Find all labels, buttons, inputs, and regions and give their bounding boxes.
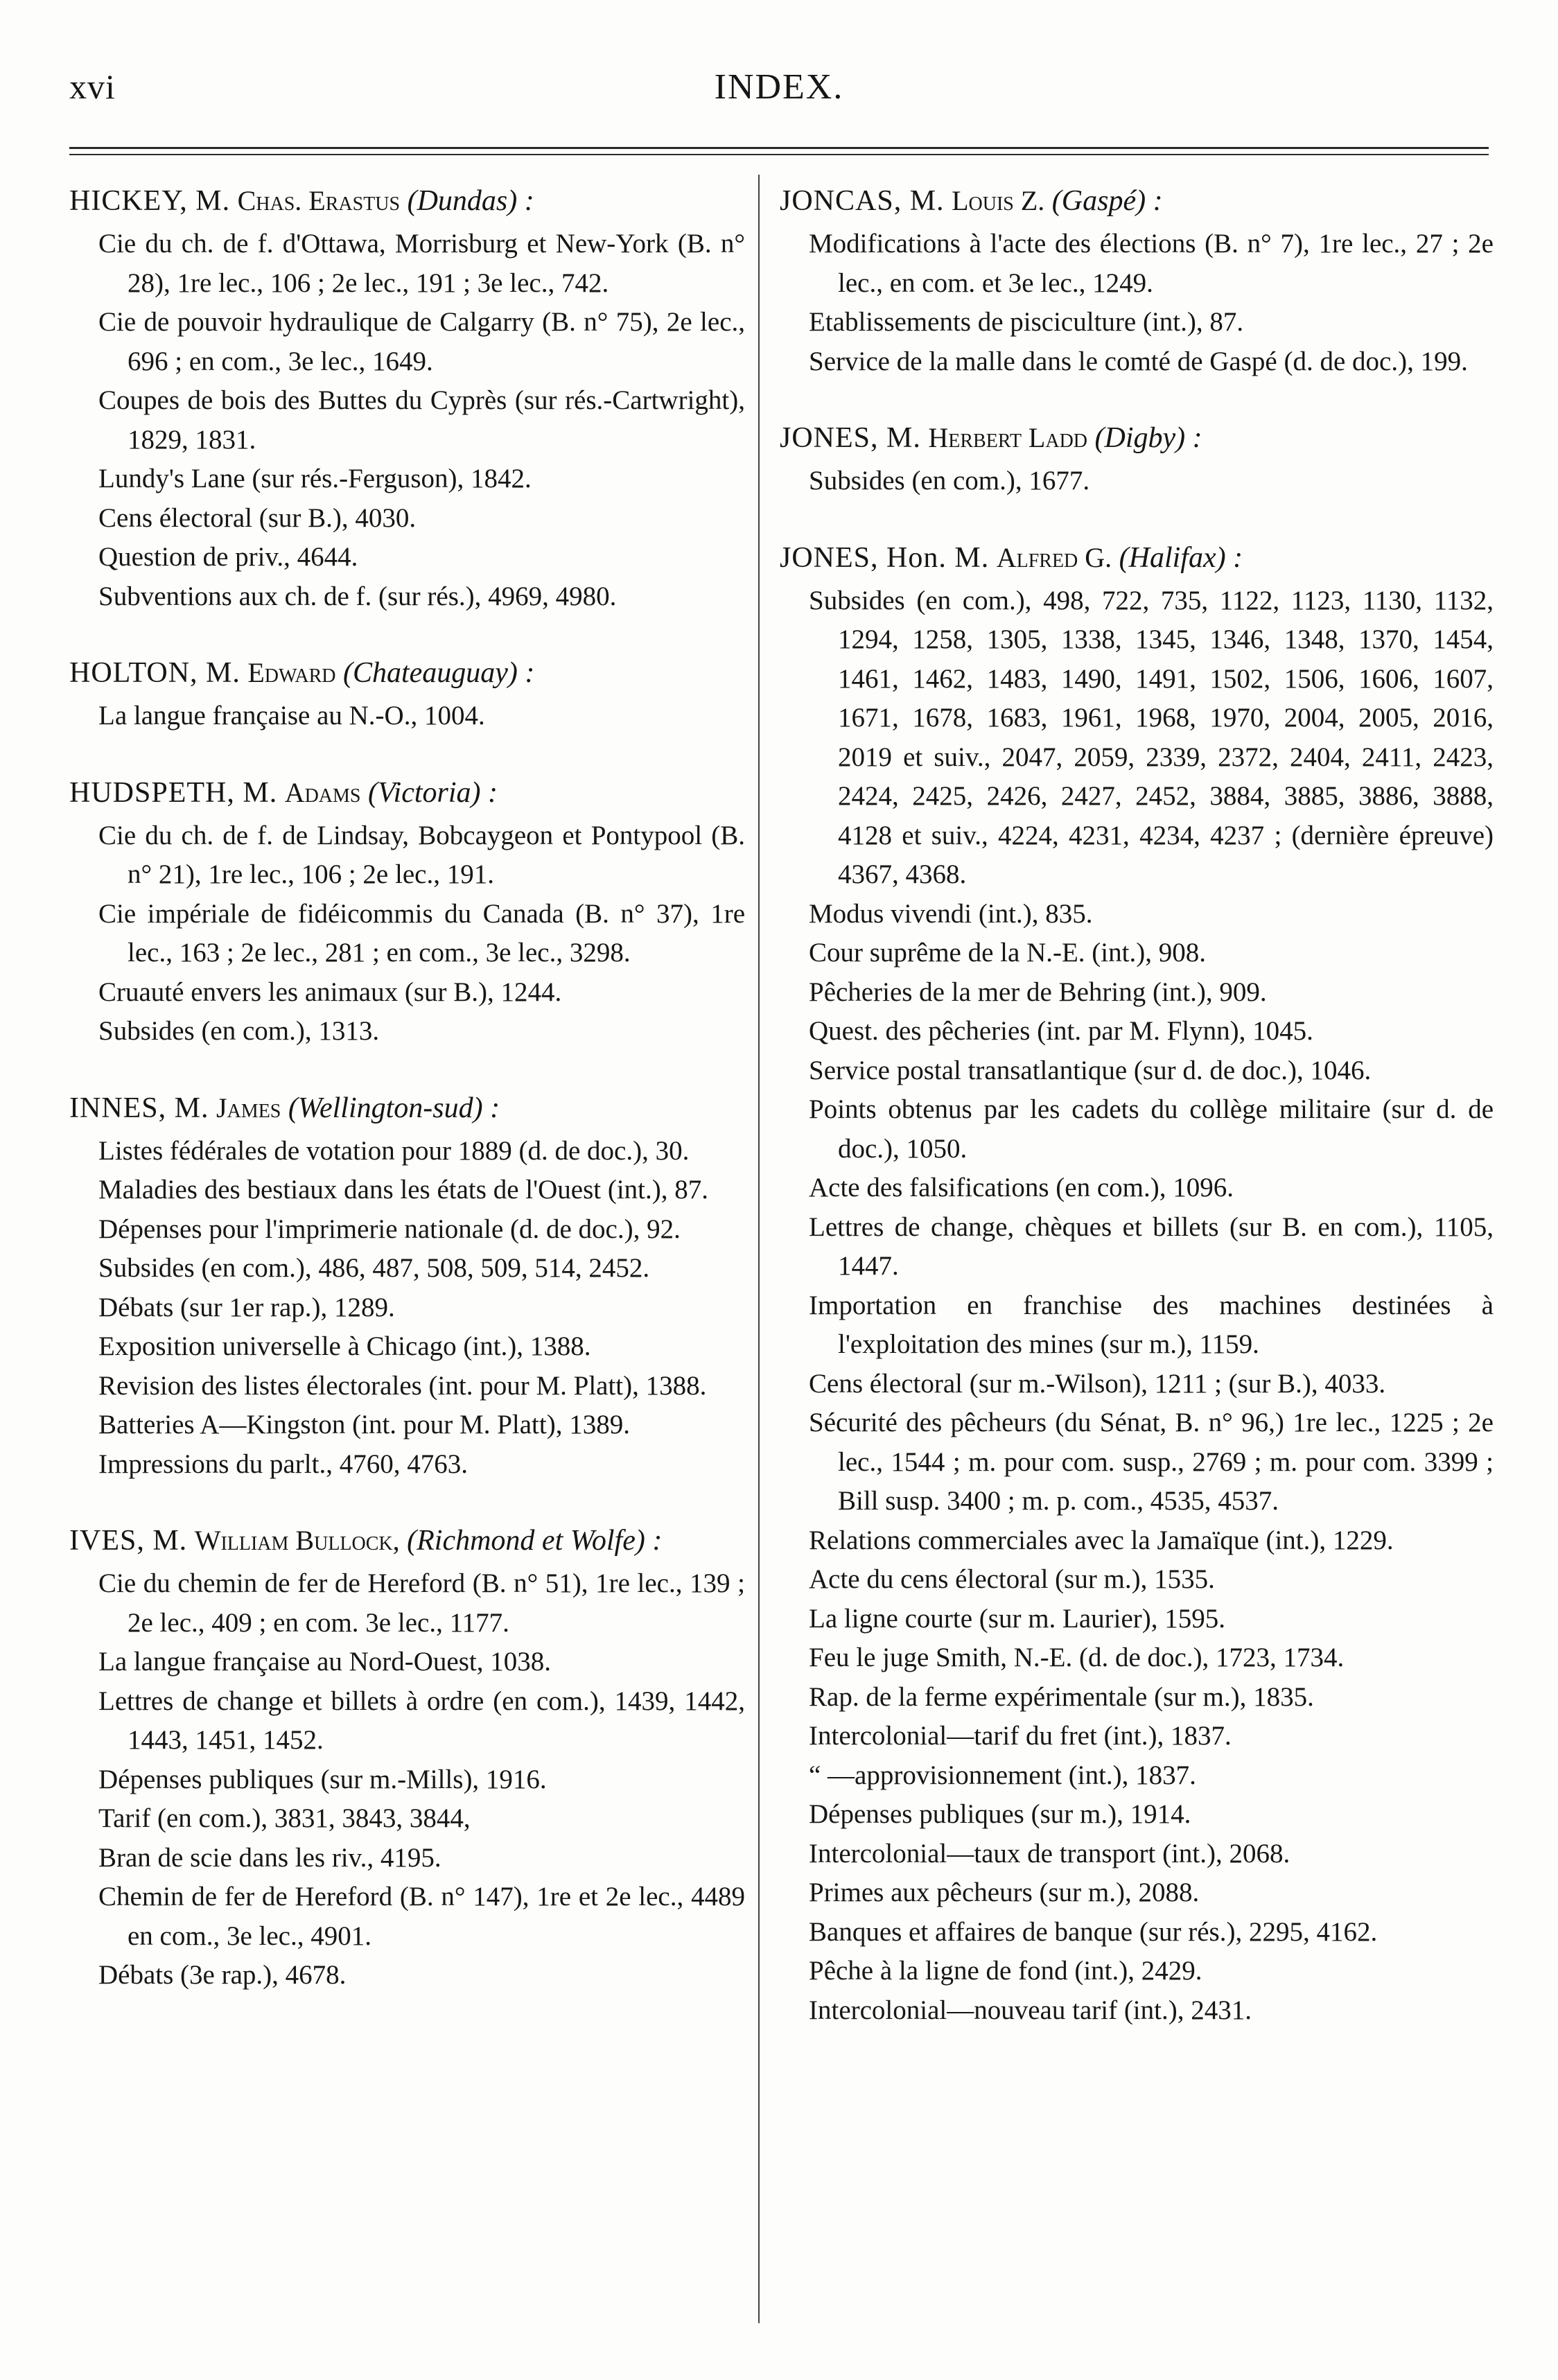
index-entry bbox=[780, 539, 1494, 2031]
index-item: Lundy's Lane (sur rés.-Ferguson), 1842. bbox=[98, 464, 532, 493]
index-item: Tarif (en com.), 3831, 3843, 3844, bbox=[98, 1803, 471, 1833]
page-title: INDEX. bbox=[714, 67, 844, 107]
entry-heading bbox=[69, 1521, 745, 1560]
index-item: Chemin de fer de Hereford (B. n° 147), 1re et 2e lec., 4489 en com., 3e lec., 4901. bbox=[98, 1882, 745, 1951]
member-given-name: Edward bbox=[247, 657, 336, 688]
member-given-name: James bbox=[216, 1092, 281, 1123]
entry-heading bbox=[69, 654, 745, 692]
index-item: Cie du ch. de f. d'Ottawa, Morrisburg et New-York (B. n° 28), 1re lec., 106 ; 2e lec., 191 ; 3e lec., 742. bbox=[98, 229, 745, 298]
index-item: Primes aux pêcheurs (sur m.), 2088. bbox=[809, 1878, 1200, 1907]
member-given-name: Adams bbox=[284, 776, 361, 808]
index-item: Modus vivendi (int.), 835. bbox=[809, 898, 1093, 929]
index-item: Sécurité des pêcheurs (du Sénat, B. n° 96,) 1re lec., 1225 ; 2e lec., 1544 ; m. pour com. susp., 2769 ; m. pour com. 3399 ; Bill susp. 3400 ; m. p. com., 4535, 4537. bbox=[809, 1408, 1494, 1516]
index-item: Subsides (en com.), 486, 487, 508, 509, 514, 2452. bbox=[98, 1253, 650, 1283]
member-surname: HOLTON, M. bbox=[69, 657, 240, 689]
index-item: Service postal transatlantique (sur d. de doc.), 1046. bbox=[809, 1055, 1372, 1085]
member-riding: (Digby) : bbox=[1094, 422, 1202, 454]
member-given-name: Herbert Ladd bbox=[928, 422, 1088, 453]
index-item: Batteries A—Kingston (int. pour M. Platt), 1389. bbox=[98, 1410, 630, 1440]
left-column bbox=[69, 182, 745, 2033]
index-item: Dépenses pour l'imprimerie nationale (d. de doc.), 92. bbox=[98, 1214, 681, 1244]
entry-heading bbox=[780, 182, 1494, 220]
index-item: Acte des falsifications (en com.), 1096. bbox=[809, 1173, 1234, 1202]
index-item: Lettres de change et billets à ordre (en com.), 1439, 1442, 1443, 1451, 1452. bbox=[98, 1686, 745, 1755]
index-item: Points obtenus par les cadets du collège militaire (sur d. de doc.), 1050. bbox=[809, 1094, 1494, 1164]
index-item: Quest. des pêcheries (int. par M. Flynn), 1045. bbox=[809, 1016, 1313, 1046]
header-rule-top bbox=[69, 147, 1489, 149]
index-item: Cie du ch. de f. de Lindsay, Bobcaygeon et Pontypool (B. n° 21), 1re lec., 106 ; 2e lec., 191. bbox=[98, 820, 745, 889]
index-item: Rap. de la ferme expérimentale (sur m.), 1835. bbox=[809, 1681, 1314, 1712]
member-riding: (Wellington-sud) : bbox=[288, 1092, 500, 1124]
index-item: La ligne courte (sur m. Laurier), 1595. bbox=[809, 1603, 1226, 1634]
member-riding: (Gaspé) : bbox=[1051, 185, 1163, 217]
index-item: Cie impériale de fidéicommis du Canada (B. n° 37), 1re lec., 163 ; 2e lec., 281 ; en com., 3e lec., 3298. bbox=[98, 898, 745, 968]
index-entry bbox=[69, 1089, 745, 1485]
index-item: Listes fédérales de votation pour 1889 (d. de doc.), 30. bbox=[98, 1135, 690, 1166]
index-item: Modifications à l'acte des élections (B. n° 7), 1re lec., 27 ; 2e lec., en com. et 3e lec., 1249. bbox=[809, 229, 1494, 298]
index-item: Exposition universelle à Chicago (int.), 1388. bbox=[98, 1331, 591, 1361]
index-entry bbox=[780, 419, 1494, 501]
index-item: Dépenses publiques (sur m.), 1914. bbox=[809, 1799, 1191, 1829]
page-header bbox=[69, 67, 1489, 115]
index-item: Subsides (en com.), 1677. bbox=[809, 466, 1090, 496]
index-item: Maladies des bestiaux dans les états de l'Ouest (int.), 87. bbox=[98, 1175, 708, 1205]
index-item: Service de la malle dans le comté de Gaspé (d. de doc.), 199. bbox=[809, 346, 1468, 376]
page-number: xvi bbox=[69, 67, 116, 106]
index-item: Question de priv., 4644. bbox=[98, 542, 358, 572]
right-column bbox=[780, 182, 1494, 2067]
entry-heading bbox=[69, 1089, 745, 1128]
index-item: Intercolonial—taux de transport (int.), 2068. bbox=[809, 1838, 1290, 1869]
index-item: Relations commerciales avec la Jamaïque (int.), 1229. bbox=[809, 1525, 1394, 1555]
index-item: Cie du chemin de fer de Hereford (B. n° 51), 1re lec., 139 ; 2e lec., 409 ; en com. 3e lec., 1177. bbox=[98, 1568, 745, 1638]
index-item: Intercolonial—nouveau tarif (int.), 2431. bbox=[809, 1995, 1252, 2025]
column-divider bbox=[758, 175, 760, 2323]
index-item: Dépenses publiques (sur m.-Mills), 1916. bbox=[98, 1764, 547, 1794]
member-given-name: William Bullock, bbox=[194, 1525, 400, 1556]
index-item: Intercolonial—tarif du fret (int.), 1837. bbox=[809, 1721, 1232, 1751]
member-riding: (Chateauguay) : bbox=[342, 657, 535, 689]
index-entry bbox=[780, 182, 1494, 381]
member-surname: JONES, M. bbox=[780, 422, 921, 454]
index-item: Impressions du parlt., 4760, 4763. bbox=[98, 1449, 468, 1479]
member-riding: (Richmond et Wolfe) : bbox=[407, 1525, 663, 1557]
entry-heading bbox=[780, 419, 1494, 457]
member-riding: (Halifax) : bbox=[1119, 541, 1243, 574]
index-item: Bran de scie dans les riv., 4195. bbox=[98, 1842, 441, 1873]
entry-heading bbox=[69, 182, 745, 220]
index-item: Cie de pouvoir hydraulique de Calgarry (B. n° 75), 2e lec., 696 ; en com., 3e lec., 1649. bbox=[98, 307, 745, 376]
member-surname: JONES, Hon. M. bbox=[780, 541, 990, 574]
header-rule-bottom bbox=[69, 154, 1489, 155]
index-item: Lettres de change, chèques et billets (sur B. en com.), 1105, 1447. bbox=[809, 1211, 1494, 1281]
index-item: “ —approvisionnement (int.), 1837. bbox=[809, 1760, 1196, 1790]
member-surname: IVES, M. bbox=[69, 1525, 188, 1557]
member-surname: INNES, M. bbox=[69, 1092, 209, 1124]
index-item: Cens électoral (sur m.-Wilson), 1211 ; (sur B.), 4033. bbox=[809, 1368, 1386, 1399]
index-item: Etablissements de pisciculture (int.), 87. bbox=[809, 307, 1244, 337]
index-item: Cens électoral (sur B.), 4030. bbox=[98, 502, 417, 533]
index-item: Revision des listes électorales (int. pour M. Platt), 1388. bbox=[98, 1370, 707, 1401]
index-item: Subsides (en com.), 498, 722, 735, 1122, 1123, 1130, 1132, 1294, 1258, 1305, 1338, 1345, 1346, 1348, 1370, 1454, 1461, 1462, 1483, 1490, 1491, 1502, 1506, 1606, 1607, 1671, 1678, 1683, 1961, 1968, 1970, 2004, 2005, 2016, 2019 et suiv., 2047, 2059, 2339, 2372, 2404, 2411, 2423, 2424, 2425, 2426, 2427, 2452, 3884, 3885, 3886, 3888, 4128 et suiv., 4224, 4231, 4234, 4237 ; (dernière épreuve) 4367, 4368. bbox=[809, 585, 1494, 889]
index-item: Pêcheries de la mer de Behring (int.), 909. bbox=[809, 977, 1267, 1007]
member-riding: (Dundas) : bbox=[407, 185, 534, 217]
index-item: Débats (3e rap.), 4678. bbox=[98, 1960, 347, 1990]
member-given-name: Chas. Erastus bbox=[237, 185, 401, 216]
index-item: Acte du cens électoral (sur m.), 1535. bbox=[809, 1564, 1215, 1594]
index-item: Débats (sur 1er rap.), 1289. bbox=[98, 1292, 395, 1322]
index-item: Subventions aux ch. de f. (sur rés.), 4969, 4980. bbox=[98, 581, 617, 611]
index-item: Subsides (en com.), 1313. bbox=[98, 1016, 380, 1046]
index-entry bbox=[69, 773, 745, 1051]
index-entry bbox=[69, 1521, 745, 1995]
index-item: Banques et affaires de banque (sur rés.), 2295, 4162. bbox=[809, 1916, 1378, 1947]
index-item: Coupes de bois des Buttes du Cyprès (sur rés.-Cartwright), 1829, 1831. bbox=[98, 385, 745, 455]
index-item: Cruauté envers les animaux (sur B.), 1244. bbox=[98, 977, 562, 1007]
member-surname: HICKEY, M. bbox=[69, 185, 231, 217]
entry-heading bbox=[69, 773, 745, 812]
index-item: La langue française au Nord-Ouest, 1038. bbox=[98, 1647, 552, 1677]
index-item: Importation en franchise des machines destinées à l'exploitation des mines (sur m.), 1159. bbox=[809, 1290, 1494, 1359]
index-entry bbox=[69, 654, 745, 736]
index-item: Feu le juge Smith, N.-E. (d. de doc.), 1723, 1734. bbox=[809, 1643, 1345, 1672]
index-item: Cour suprême de la N.-E. (int.), 908. bbox=[809, 938, 1206, 968]
member-surname: HUDSPETH, M. bbox=[69, 776, 278, 809]
entry-heading bbox=[780, 539, 1494, 577]
member-riding: (Victoria) : bbox=[368, 776, 498, 809]
member-given-name: Alfred G. bbox=[996, 541, 1112, 573]
member-given-name: Louis Z. bbox=[952, 185, 1045, 216]
index-item: La langue française au N.-O., 1004. bbox=[98, 701, 485, 730]
index-item: Pêche à la ligne de fond (int.), 2429. bbox=[809, 1956, 1202, 1986]
index-entry bbox=[69, 182, 745, 616]
member-surname: JONCAS, M. bbox=[780, 185, 945, 217]
